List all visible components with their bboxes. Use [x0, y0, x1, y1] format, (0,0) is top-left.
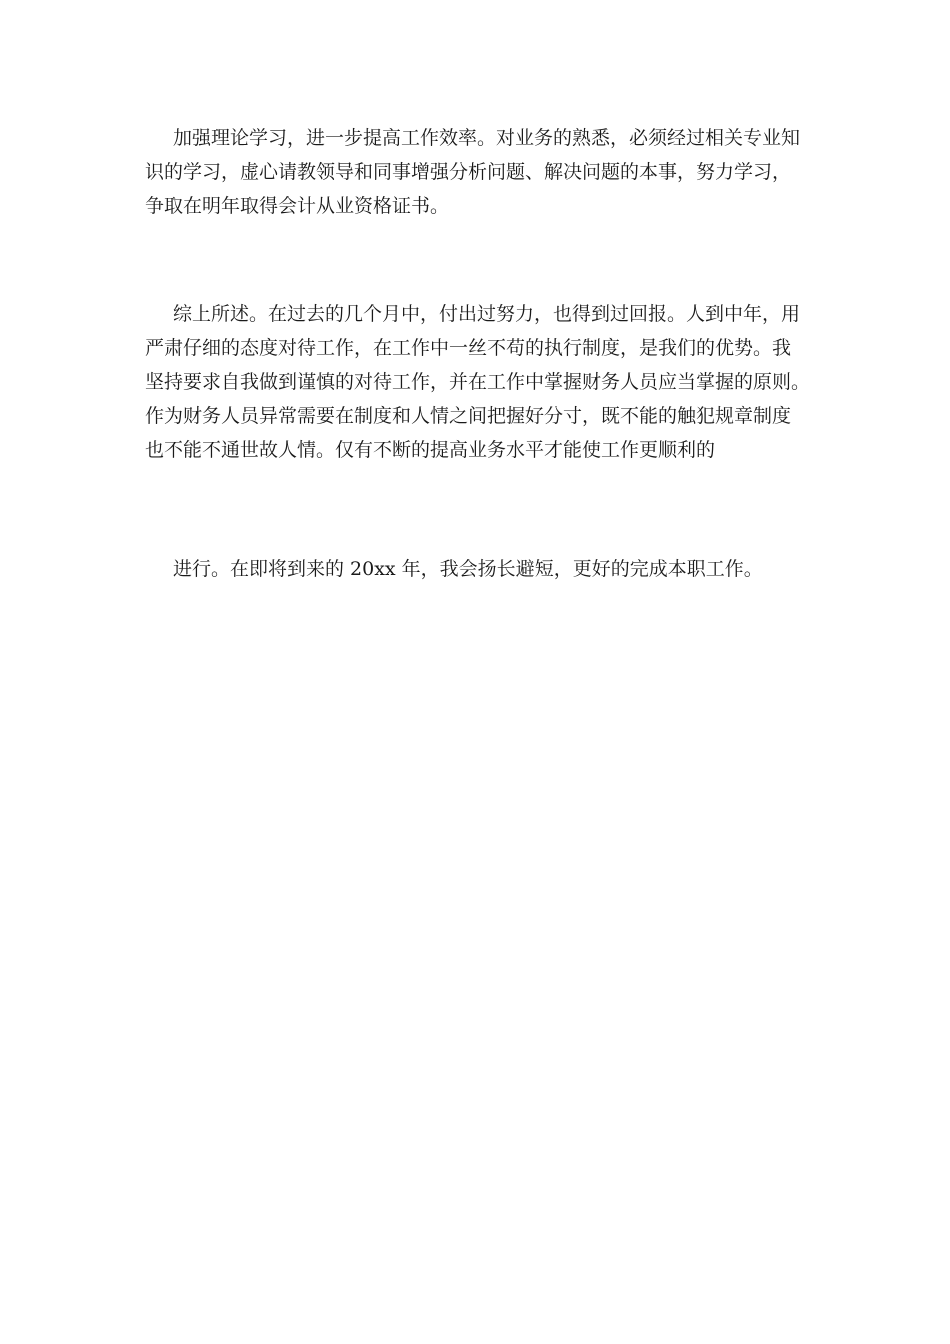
text-line: 加强理论学习，进一步提高工作效率。对业务的熟悉，必须经过相关专业知	[173, 127, 801, 149]
paragraph-study	[145, 121, 810, 223]
text-line: 争取在明年取得会计从业资格证书。	[145, 195, 450, 217]
text-line: 进行。在即将到来的 20xx 年，我会扬长避短，更好的完成本职工作。	[173, 558, 763, 580]
text-line: 也不能不通世故人情。仅有不断的提高业务水平才能使工作更顺利的	[145, 439, 716, 461]
text-line: 作为财务人员异常需要在制度和人情之间把握好分寸，既不能的触犯规章制度	[145, 405, 792, 427]
text-line: 综上所述。在过去的几个月中，付出过努力，也得到过回报。人到中年，用	[173, 303, 801, 325]
paragraph-summary	[145, 297, 810, 467]
text-line: 坚持要求自我做到谨慎的对待工作，并在工作中掌握财务人员应当掌握的原则。	[145, 371, 811, 393]
text-line: 严肃仔细的态度对待工作，在工作中一丝不苟的执行制度，是我们的优势。我	[145, 337, 792, 359]
text-line: 识的学习，虚心请教领导和同事增强分析问题、解决问题的本事，努力学习，	[145, 161, 792, 183]
paragraph-conclusion	[145, 552, 810, 586]
